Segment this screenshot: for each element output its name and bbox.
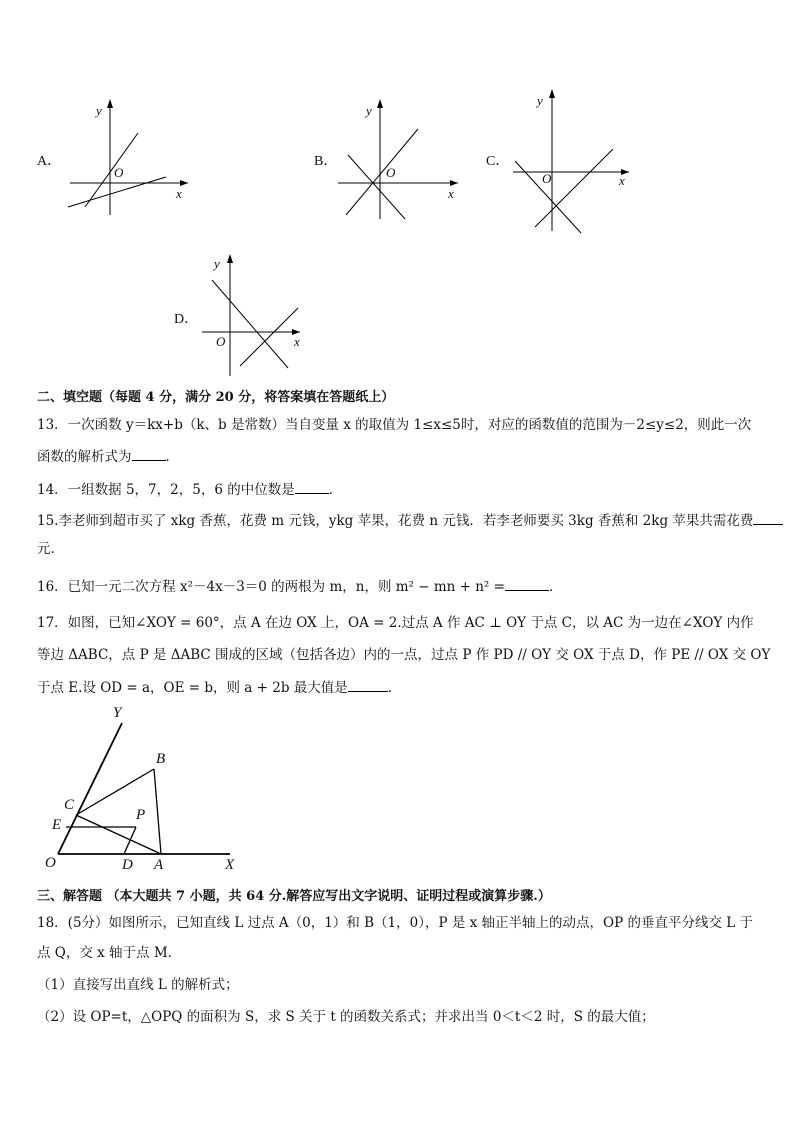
point-o-label: O	[45, 855, 56, 871]
question-13-line-1: 13．一次函数 y＝kx+b（k、b 是常数）当自变量 x 的取值为 1≤x≤5时，对应的函数值的范围为－2≤y≤2，则此一次	[37, 417, 752, 433]
answer-blank	[505, 576, 549, 591]
answer-blank	[348, 677, 388, 692]
point-e-label: E	[52, 817, 62, 833]
origin-label: O	[386, 165, 396, 180]
x-axis-label: x	[619, 173, 625, 188]
option-b-graph	[330, 95, 465, 225]
option-d-graph	[200, 250, 310, 380]
question-13-line-2: 函数的解析式为 ．	[37, 446, 179, 466]
question-13-text: 函数的解析式为	[37, 449, 132, 465]
question-18-part-1: （1）直接写出直线 L 的解析式；	[37, 977, 239, 993]
y-axis-label: y	[537, 93, 543, 108]
point-y-label: Y	[113, 705, 122, 721]
option-d-label: D．	[174, 312, 199, 327]
y-axis-label: y	[96, 103, 102, 118]
question-14: 14．一组数据 5，7，2，5，6 的中位数是 ．	[37, 479, 342, 499]
origin-label: O	[542, 171, 552, 186]
option-a-graph	[60, 95, 190, 225]
x-axis-label: x	[176, 186, 182, 201]
question-17-line-1: 17．如图，已知∠XOY = 60°，点 A 在边 OX 上，OA = 2.过点 A 作 AC ⊥ OY 于点 C，以 AC 为一边在∠XOY 内作	[37, 615, 754, 631]
point-c-label: C	[64, 797, 75, 813]
question-17-line-3: 于点 E.设 OD = a，OE = b，则 a + 2b 最大值是 .	[37, 677, 392, 697]
question-18-part-2: （2）设 OP=t，△OPQ 的面积为 S，求 S 关于 t 的函数关系式；并求出当 0＜t＜2 时，S 的最大值；	[37, 1009, 655, 1025]
answer-blank	[132, 446, 166, 461]
point-a-label: A	[154, 857, 164, 873]
point-d-label: D	[122, 857, 133, 873]
point-b-label: B	[156, 751, 166, 767]
question-17-text: 于点 E.设 OD = a，OE = b，则 a + 2b 最大值是	[37, 680, 348, 696]
option-b-label: B．	[314, 154, 338, 169]
section-heading-solutions: 三、解答题 （本大题共 7 小题，共 64 分.解答应写出文字说明、证明过程或演算步骤.）	[37, 889, 551, 904]
question-17-line-2: 等边 ΔABC，点 P 是 ΔABC 围成的区域（包括各边）内的一点，过点 P 作 PD // OY 交 OX 于点 D，作 PE // OX 交 OY	[37, 647, 771, 663]
question-18-line-1: 18．(5分）如图所示，已知直线 L 过点 A（0，1）和 B（1，0），P 是 x 轴正半轴上的动点，OP 的垂直平分线交 L 于	[37, 915, 753, 931]
origin-label: O	[216, 334, 226, 349]
option-c-graph	[505, 85, 635, 235]
y-axis-label: y	[366, 103, 372, 118]
point-x-label: X	[225, 857, 235, 873]
point-p-label: P	[136, 807, 146, 823]
option-a-label: A．	[37, 154, 62, 169]
question-18-line-2: 点 Q，交 x 轴于点 M．	[37, 945, 182, 961]
answer-blank	[753, 510, 783, 525]
question-15-line-1	[37, 510, 783, 530]
x-axis-label: x	[448, 186, 454, 201]
x-axis-label: x	[294, 334, 300, 349]
option-c-label: C．	[486, 154, 510, 169]
question-17-figure	[40, 705, 250, 877]
question-15-line-2: 元．	[37, 541, 64, 557]
section-heading-fill-in: 二、填空题（每题 4 分，满分 20 分，将答案填在答题纸上）	[37, 390, 395, 405]
answer-blank	[295, 479, 329, 494]
question-15-text: 15.李老师到超市买了 xkg 香蕉，花费 m 元钱，ykg 苹果，花费 n 元钱．若李老师要买 3kg 香蕉和 2kg 苹果共需花费	[37, 513, 754, 529]
origin-label: O	[114, 165, 124, 180]
question-16-text: 16．已知一元二次方程 x²－4x－3＝0 的两根为 m，n，则 m² − mn + n² =	[37, 579, 505, 595]
question-14-text: 14．一组数据 5，7，2，5，6 的中位数是	[37, 482, 295, 498]
y-axis-label: y	[214, 256, 220, 271]
question-16: 16．已知一元二次方程 x²－4x－3＝0 的两根为 m，n，则 m² − mn + n² = ．	[37, 576, 562, 596]
